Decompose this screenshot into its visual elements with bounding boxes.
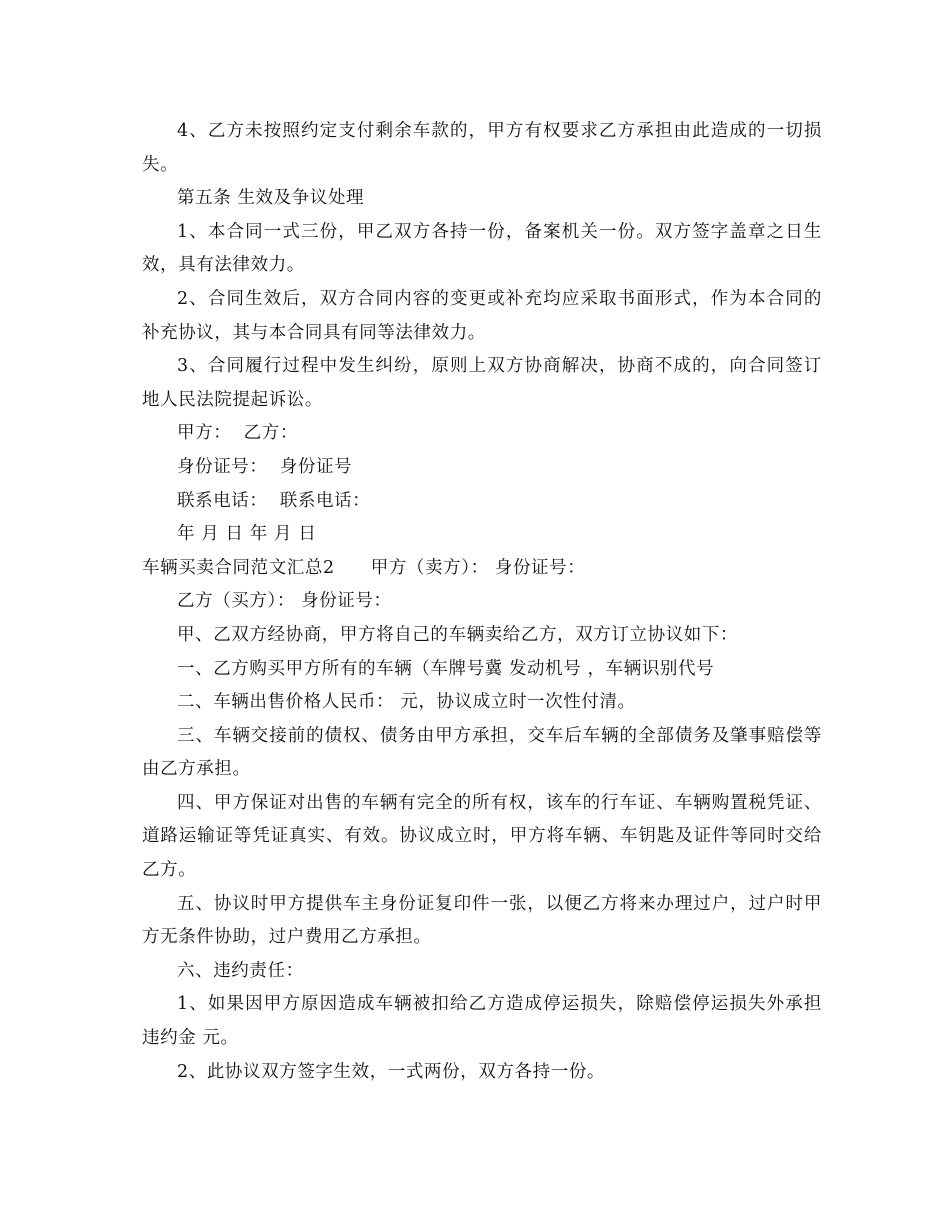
paragraph-article-5-3: 3、合同履行过程中发生纠纷，原则上双方协商解决，协商不成的，向合同签订地人民法院提起诉讼。 xyxy=(142,356,822,410)
signature-phone-line: 联系电话： 联系电话： xyxy=(177,490,371,511)
contract-2-clause-1: 一、乙方购买甲方所有的车辆（车牌号冀 发动机号 ，车辆识别代号 xyxy=(177,658,715,679)
contract-2-title: 车辆买卖合同范文汇总2 xyxy=(142,557,335,578)
signature-party-line: 甲方： 乙方： xyxy=(177,423,298,444)
contract-2-clause-6-1: 1、如果因甲方原因造成车辆被扣给乙方造成停运损失，除赔偿停运损失外承担违约金 元。 xyxy=(142,994,822,1049)
contract-2-clause-2: 二、车辆出售价格人民币： 元，协议成立时一次性付清。 xyxy=(177,692,636,713)
signature-date-line: 年 月 日 年 月 日 xyxy=(177,524,317,545)
contract-2-title-line xyxy=(142,552,822,586)
contract-2-clause-6-2: 2、此协议双方签字生效，一式两份，双方各持一份。 xyxy=(177,1061,606,1082)
document-body xyxy=(142,115,822,1089)
contract-2-intro: 甲、乙双方经协商，甲方将自己的车辆卖给乙方，双方订立协议如下： xyxy=(177,624,739,645)
contract-2-buyer: 乙方（买方）： 身份证号： xyxy=(177,591,392,612)
contract-2-clause-4: 四、甲方保证对出售的车辆有完全的所有权，该车的行车证、车辆购置税凭证、道路运输证等凭证真实、有效。协议成立时，甲方将车辆、车钥匙及证件等同时交给乙方。 xyxy=(142,792,822,881)
contract-2-clause-3: 三、车辆交接前的债权、债务由甲方承担，交车后车辆的全部债务及肇事赔偿等由乙方承担。 xyxy=(142,725,822,780)
paragraph-article-5-1: 1、本合同一式三份，甲乙双方各持一份，备案机关一份。双方签字盖章之日生效，具有法律效力。 xyxy=(142,221,822,276)
contract-2-clause-5: 五、协议时甲方提供车主身份证复印件一张，以便乙方将来办理过户，过户时甲方无条件协助，过户费用乙方承担。 xyxy=(142,893,822,948)
contract-2-clause-6: 六、违约责任： xyxy=(177,960,304,981)
signature-id-line: 身份证号： 身份证号 xyxy=(177,456,353,477)
paragraph-article-5-2: 2、合同生效后，双方合同内容的变更或补充均应采取书面形式，作为本合同的补充协议，其与本合同具有同等法律效力。 xyxy=(142,288,822,343)
article-5-heading: 第五条 生效及争议处理 xyxy=(177,188,365,209)
paragraph-clause-4: 4、乙方未按照约定支付剩余车款的，甲方有权要求乙方承担由此造成的一切损失。 xyxy=(142,121,822,175)
contract-2-seller: 甲方（卖方）： 身份证号： xyxy=(370,557,586,578)
